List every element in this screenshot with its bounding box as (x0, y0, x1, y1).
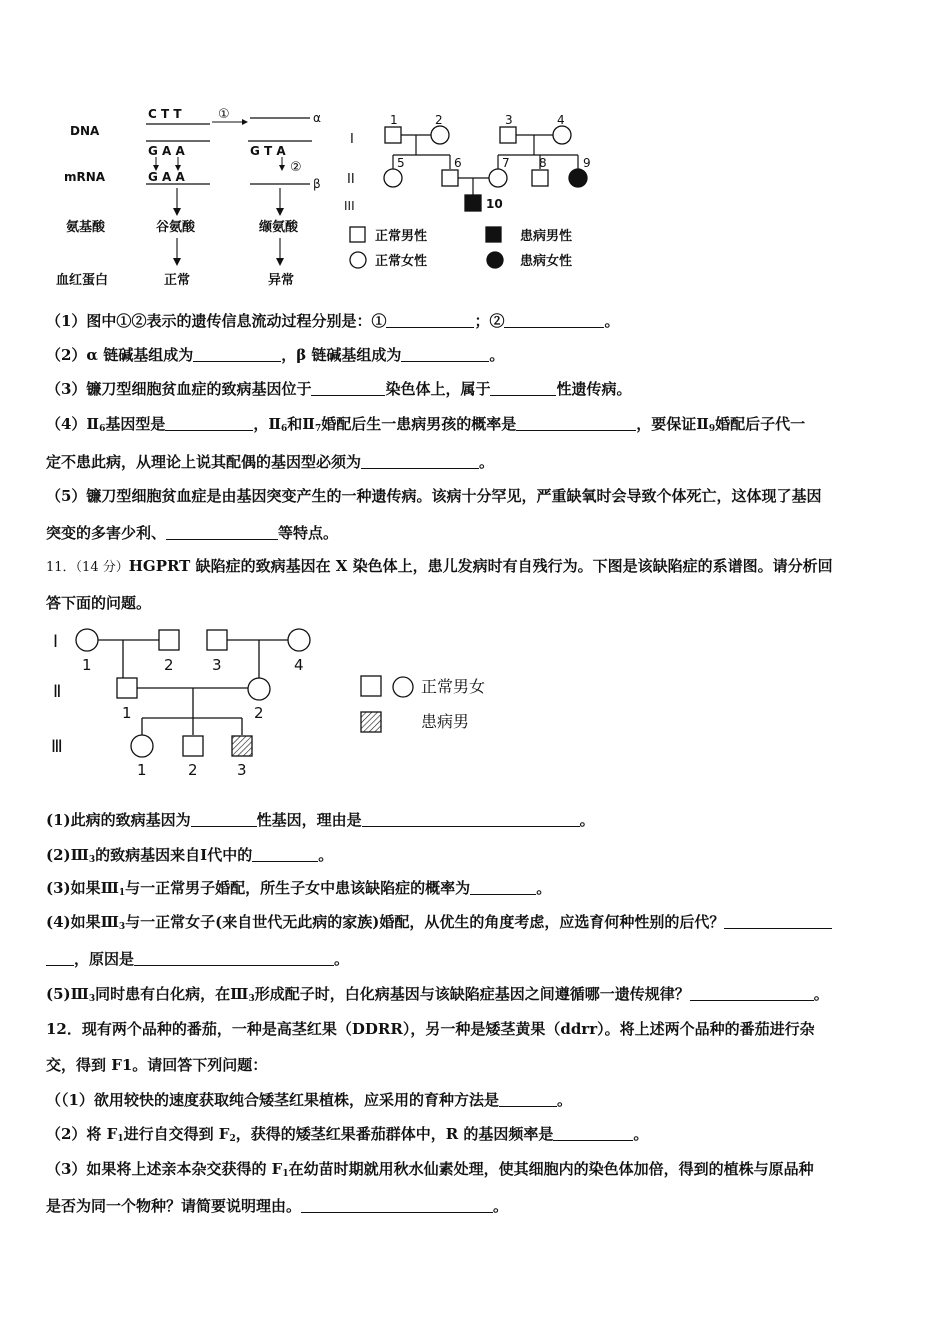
q10-part4-line1: $(4)Ⅱ_6$基因型是 ，$Ⅱ_6$和$Ⅱ_7$婚配后生一患病男孩的概率是 ，要保证$Ⅱ_9$婚配后子代一 (46, 415, 806, 434)
pedigree1-num-7: 7 (502, 156, 510, 170)
q12-intro-line1: 12．现有两个品种的番茄，一种是高茎红果（DDRR），另一种是矮茎黄果（ddrr）。将上述两个品种的番茄进行杂 (46, 1020, 815, 1038)
legend2-normal-female-symbol (393, 677, 413, 697)
legend1-affected-female: 患病女性 (520, 254, 573, 269)
q10-part5-line2: 突变的多害少利、 等特点。 (46, 524, 339, 542)
hemoglobin-normal: 正常 (164, 273, 191, 288)
gen-label-II: II (347, 172, 355, 187)
pedigree1-ind-2 (431, 126, 449, 144)
hgprt-I-2 (159, 630, 179, 650)
q12-sub2: （2）将 $F_1$进行自交得到 $F_2$，获得的矮茎红果番茄群体中，R 的基因频率是 。 (46, 1125, 649, 1144)
hgprt-I-4-num: 4 (294, 656, 304, 674)
hgprt-I-3-num: 3 (212, 656, 222, 674)
q11-s4-blank1[interactable] (724, 914, 832, 929)
hgprt-I-3 (207, 630, 227, 650)
hgprt-III-3 (232, 736, 252, 756)
q12-sub1: （（1）欲用较快的速度获取纯合矮茎红果植株，应采用的育种方法是 。 (46, 1091, 572, 1109)
step2-marker: ② (290, 160, 302, 175)
gene-expression-diagram (50, 100, 350, 295)
pedigree1-ind-10 (465, 195, 481, 211)
legend2-normal: 正常男女 (421, 677, 486, 696)
pedigree1-ind-1 (385, 127, 401, 143)
pedigree1-num-3: 3 (505, 113, 513, 127)
legend1-affected-female-symbol (487, 252, 503, 268)
pedigree1-num-8: 8 (539, 156, 547, 170)
amino-acid-glutamate: 谷氨酸 (156, 220, 196, 235)
q10-p1-blank2[interactable] (504, 313, 604, 328)
hemoglobin-abnormal: 异常 (268, 273, 295, 288)
q12-intro-line2: 交，得到 F1。请回答下列问题： (46, 1056, 268, 1074)
q12-sub3-line2: 是否为同一个物种？请简要说明理由。 。 (46, 1197, 509, 1215)
sickle-cell-pedigree (340, 105, 610, 275)
q10-p4-blank3[interactable] (361, 454, 479, 469)
gen-label-III: III (344, 199, 355, 213)
pedigree1-num-5: 5 (397, 156, 405, 170)
q10-p3-blank2[interactable] (490, 381, 556, 396)
q12-sub3-line1: （3）如果将上述亲本杂交获得的 $F_1$在幼苗时期就用秋水仙素处理，使其细胞内的染色体加倍，得到的植株与原品种 (46, 1160, 814, 1179)
hgprt-I-1-num: 1 (82, 656, 92, 674)
alpha-chain-label: α (313, 111, 321, 125)
q11-s1-blank1[interactable] (191, 812, 257, 827)
hgprt-III-1 (131, 735, 153, 757)
hgprt-II-2 (248, 678, 270, 700)
q11-sub3: (3)如果$Ⅲ_1$与一正常男子婚配，所生子女中患该缺陷症的概率为 。 (46, 879, 552, 898)
q11-s2-blank[interactable] (252, 847, 318, 862)
q10-part3: （3）镰刀型细胞贫血症的致病基因位于 染色体上，属于 性遗传病。 (46, 380, 632, 398)
hgprt-I-2-num: 2 (164, 656, 174, 674)
dna-bottom-strand-left: G A A (148, 144, 185, 158)
legend2-affected: 患病男 (421, 712, 470, 731)
q11-s4-blank2[interactable] (134, 951, 334, 966)
hgprt-I-1 (76, 629, 98, 651)
gen-label-2: Ⅱ (53, 682, 62, 702)
dna-row-label: DNA (70, 124, 100, 138)
legend2-affected-male-symbol (361, 712, 381, 732)
legend1-normal-male-symbol (350, 227, 365, 242)
pedigree1-ind-5 (384, 169, 402, 187)
q11-sub4-line1: (4)如果$Ⅲ_3$与一正常女子(来自世代无此病的家族)婚配，从优生的角度考虑，应选育何种性别的后代？ (46, 912, 906, 937)
pedigree1-num-2: 2 (435, 113, 443, 127)
hgprt-III-3-num: 3 (237, 761, 247, 779)
amino-acid-valine: 缬氨酸 (259, 220, 299, 235)
pedigree1-ind-3 (500, 127, 516, 143)
hgprt-II-2-num: 2 (254, 704, 264, 722)
legend1-normal-male: 正常男性 (375, 229, 428, 244)
q11-s3-blank[interactable] (470, 880, 536, 895)
dna-top-strand-left: C T T (148, 107, 182, 121)
gen-label-1: Ⅰ (53, 632, 59, 652)
legend1-normal-female: 正常女性 (375, 254, 428, 269)
gen-label-3: Ⅲ (51, 737, 63, 757)
pedigree1-ind-8 (532, 170, 548, 186)
legend1-affected-male: 患病男性 (520, 229, 573, 244)
pedigree1-num-9: 9 (583, 156, 591, 170)
hgprt-III-2 (183, 736, 203, 756)
pedigree1-num-6: 6 (454, 156, 462, 170)
q11-sub1: (1)此病的致病基因为 性基因，理由是 。 (46, 811, 595, 829)
q10-p4-blank2[interactable] (516, 416, 636, 431)
q10-part4-line2: 定不患此病，从理论上说其配偶的基因型必须为 。 (46, 453, 495, 471)
mrna-strand-left: G A A (148, 170, 185, 184)
q12-s2-blank[interactable] (553, 1126, 633, 1141)
gen-label-I: I (350, 132, 354, 147)
pedigree1-ind-6 (442, 170, 458, 186)
q11-sub5: $(5)Ⅲ_3$同时患有白化病，在$Ⅲ_3$形成配子时，白化病基因与该缺陷症基因之间遵循哪一遗传规律？ 。 (46, 985, 829, 1004)
q10-part2: （2）α 链碱基组成为 ，β 链碱基组成为 。 (46, 346, 505, 364)
hgprt-I-4 (288, 629, 310, 651)
q10-part1: （1）图中①②表示的遗传信息流动过程分别是：① ；② 。 (46, 312, 620, 330)
q11-sub4-line2: ，原因是 。 (46, 949, 906, 969)
legend2-normal-male-symbol (361, 676, 381, 696)
q10-p2-blank2[interactable] (401, 347, 489, 362)
hgprt-III-1-num: 1 (137, 761, 147, 779)
beta-chain-label: β (313, 177, 321, 191)
dna-bottom-strand-right: G T A (250, 144, 286, 158)
hgprt-III-2-num: 2 (188, 761, 198, 779)
pedigree1-num-4: 4 (557, 113, 565, 127)
hgprt-II-1 (117, 678, 137, 698)
q10-part5-line1: （5）镰刀型细胞贫血症是由基因突变产生的一种遗传病。该病十分罕见，严重缺氧时会导致个体死亡，这体现了基因 (46, 487, 822, 505)
pedigree1-num-10: 10 (486, 197, 503, 211)
q11-sub2: $(2)Ⅲ_3$的致病基因来自Ⅰ代中的 。 (46, 846, 334, 865)
pedigree1-ind-9 (569, 169, 587, 187)
mrna-row-label: mRNA (64, 170, 106, 184)
pedigree1-ind-4 (553, 126, 571, 144)
q11-s5-blank[interactable] (690, 986, 814, 1001)
amino-acid-row-label: 氨基酸 (66, 220, 106, 235)
hemoglobin-row-label: 血红蛋白 (56, 273, 109, 288)
q11-s1-blank2[interactable] (362, 812, 580, 827)
q10-p3-blank1[interactable] (311, 381, 385, 396)
legend1-normal-female-symbol (350, 252, 366, 268)
q11-s4-blank1-cont[interactable] (46, 951, 74, 966)
q10-p4-blank1[interactable] (165, 416, 253, 431)
q11-intro-line1: 11．（14 分）HGPRT 缺陷症的致病基因在 X 染色体上，患儿发病时有自残行为。下图是该缺陷症的系谱图。请分析回 (46, 557, 833, 575)
hgprt-pedigree (45, 620, 525, 785)
hgprt-II-1-num: 1 (122, 704, 132, 722)
q12-s3-blank[interactable] (301, 1198, 493, 1213)
pedigree1-num-1: 1 (390, 113, 398, 127)
step1-marker: ① (218, 107, 230, 122)
legend1-affected-male-symbol (486, 227, 501, 242)
q11-intro-line2: 答下面的问题。 (46, 594, 152, 612)
q10-p5-blank1[interactable] (166, 525, 278, 540)
q12-s1-blank[interactable] (499, 1092, 557, 1107)
pedigree1-ind-7 (489, 169, 507, 187)
q10-p2-blank1[interactable] (193, 347, 281, 362)
q10-p1-blank1[interactable] (386, 313, 474, 328)
